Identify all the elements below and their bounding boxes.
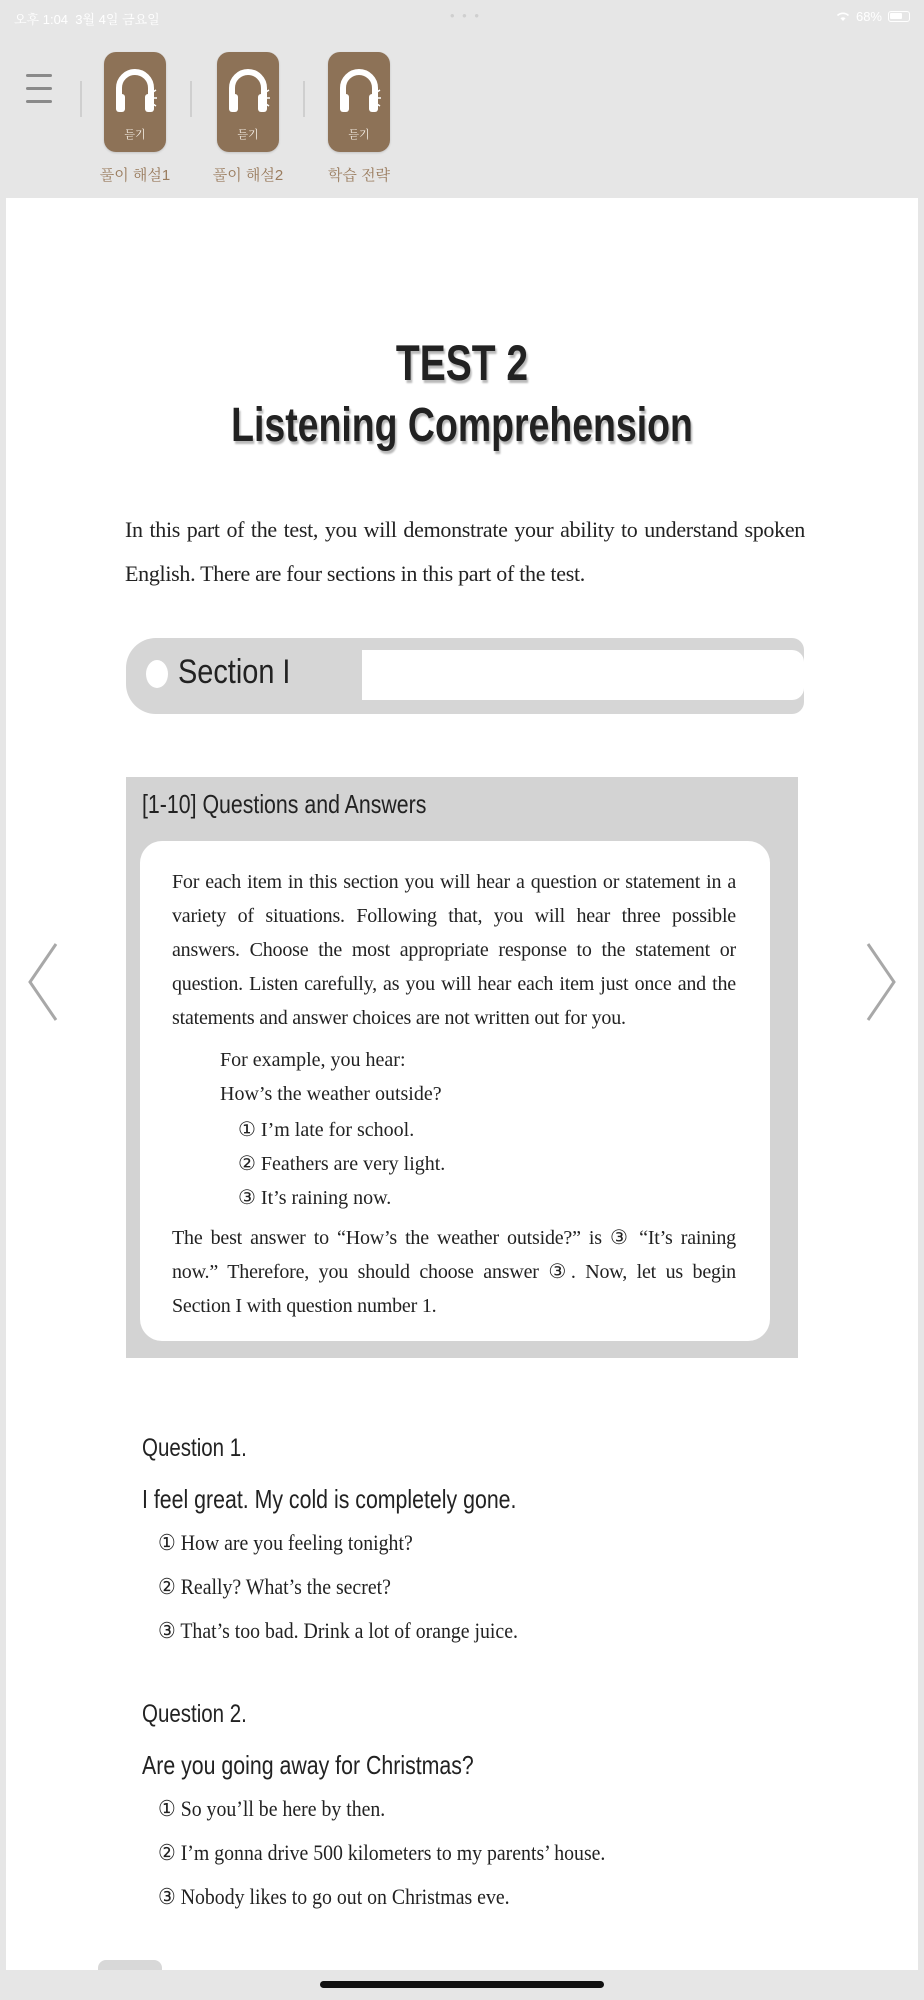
audio-tile[interactable] bbox=[104, 52, 166, 152]
battery-percent: 68% bbox=[855, 9, 882, 24]
next-page-arrow-icon[interactable] bbox=[862, 940, 902, 1024]
headphones-icon bbox=[113, 64, 157, 120]
status-time: 오후 1:04 bbox=[14, 12, 69, 27]
question-2-label: Question 2. bbox=[142, 1700, 247, 1728]
question-2-option: ① So you’ll be here by then. bbox=[158, 1796, 386, 1821]
status-right bbox=[836, 9, 910, 24]
qa-heading: [1-10] Questions and Answers bbox=[142, 789, 427, 819]
page-subtitle: Listening Comprehension bbox=[231, 399, 693, 452]
question-2-option: ② I’m gonna drive 500 kilometers to my parents’ house. bbox=[158, 1840, 606, 1865]
example-intro: For example, you hear: bbox=[220, 1049, 406, 1071]
toolbar bbox=[0, 36, 924, 198]
qa-instructions: For each item in this section you will hear a question or statement in a variety of situations. Following that, you will hear three possible answers. Choose the most appropriate response to the statement or question. Listen carefully, as you will hear each item just once and the statements and answer choices are not written out for you. bbox=[172, 871, 736, 1029]
section-label: Section I bbox=[178, 653, 291, 691]
status-bar bbox=[0, 0, 924, 36]
page-footer-tab bbox=[98, 1960, 162, 1970]
toolbar-divider bbox=[303, 81, 305, 117]
section-bar-blank bbox=[362, 650, 804, 700]
audio-tile[interactable] bbox=[328, 52, 390, 152]
qa-instructions-box bbox=[126, 777, 798, 1358]
audio-caption[interactable]: 풀이 해설2 bbox=[212, 167, 284, 184]
example-question: How’s the weather outside? bbox=[220, 1083, 442, 1105]
audio-button-3[interactable] bbox=[328, 52, 390, 185]
audio-tile[interactable] bbox=[217, 52, 279, 152]
section-bullet-icon bbox=[146, 660, 168, 688]
document-page[interactable] bbox=[6, 198, 918, 1970]
best-answer-explanation: The best answer to “How’s the weather outside?” is ③ “It’s raining now.” Therefore, you should choose answer ③. Now, let us begin Section I with question number 1. bbox=[172, 1227, 736, 1317]
example-option: ① I’m late for school. bbox=[238, 1119, 415, 1141]
question-1-option: ③ That’s too bad. Drink a lot of orange juice. bbox=[158, 1618, 518, 1643]
page-title: TEST 2 bbox=[395, 335, 529, 391]
question-2-option: ③ Nobody likes to go out on Christmas eve. bbox=[158, 1884, 510, 1909]
qa-inner-panel bbox=[140, 841, 770, 1341]
audio-tile-label: 듣기 bbox=[237, 129, 259, 141]
home-indicator[interactable] bbox=[320, 1981, 604, 1988]
question-1-option: ② Really? What’s the secret? bbox=[158, 1574, 391, 1599]
battery-icon bbox=[888, 11, 910, 22]
example-option: ③ It’s raining now. bbox=[238, 1187, 392, 1209]
audio-tile-label: 듣기 bbox=[348, 129, 370, 141]
status-date: 3월 4일 금요일 bbox=[75, 12, 160, 27]
question-2-prompt: Are you going away for Christmas? bbox=[142, 1750, 474, 1780]
audio-button-1[interactable] bbox=[99, 52, 171, 185]
question-1-option: ① How are you feeling tonight? bbox=[158, 1530, 413, 1555]
example-option: ② Feathers are very light. bbox=[238, 1153, 446, 1175]
section-header-bar bbox=[126, 638, 804, 714]
audio-tile-label: 듣기 bbox=[124, 129, 146, 141]
audio-caption[interactable]: 학습 전략 bbox=[327, 167, 391, 184]
audio-button-2[interactable] bbox=[212, 52, 284, 185]
toolbar-divider bbox=[80, 81, 82, 117]
question-1-prompt: I feel great. My cold is completely gone. bbox=[142, 1484, 517, 1514]
question-1-label: Question 1. bbox=[142, 1434, 247, 1462]
audio-caption[interactable]: 풀이 해설1 bbox=[99, 167, 171, 184]
wifi-icon bbox=[836, 11, 850, 22]
headphones-icon bbox=[226, 64, 270, 120]
multitasking-dots[interactable]: • • • bbox=[450, 8, 481, 23]
headphones-icon bbox=[337, 64, 381, 120]
status-time-date bbox=[14, 9, 160, 28]
previous-page-arrow-icon[interactable] bbox=[22, 940, 62, 1024]
hamburger-menu-icon[interactable] bbox=[26, 74, 56, 118]
toolbar-divider bbox=[190, 81, 192, 117]
intro-paragraph: In this part of the test, you will demonstrate your ability to understand spoken English. There are four sections in this part of the test. bbox=[125, 517, 805, 586]
